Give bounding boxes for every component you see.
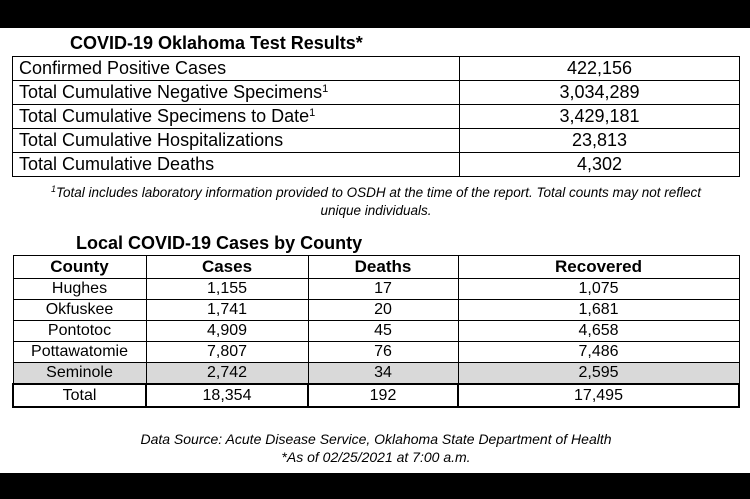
- cases-cell: 1,155: [146, 279, 308, 300]
- test-results-table: [12, 56, 740, 177]
- table-row: [13, 279, 739, 300]
- row-label: Total Cumulative Deaths: [13, 153, 460, 177]
- county-cell: Pottawatomie: [13, 342, 146, 363]
- row-value: 3,429,181: [460, 105, 740, 129]
- total-row: [13, 384, 739, 407]
- footnote: $^1$Total includes laboratory information provided to OSDH at the time of the report. Total counts may not reflect unique individuals.: [50, 184, 702, 218]
- as-of-line: *As of 02/25/2021 at 7:00 a.m.: [281, 449, 471, 465]
- county-cell: Pontotoc: [13, 321, 146, 342]
- table-row: [13, 81, 740, 105]
- row-value: 3,034,289: [460, 81, 740, 105]
- county-cell: Okfuskee: [13, 300, 146, 321]
- deaths-cell: 76: [308, 342, 458, 363]
- header-recovered: Recovered: [458, 256, 739, 279]
- row-label: Confirmed Positive Cases: [13, 57, 460, 81]
- row-label: Total Cumulative Specimens to Date$^1$: [13, 105, 460, 129]
- deaths-cell: 20: [308, 300, 458, 321]
- table-row: [13, 342, 739, 363]
- row-label: Total Cumulative Hospitalizations: [13, 129, 460, 153]
- row-label: Total Cumulative Negative Specimens$^1$: [13, 81, 460, 105]
- county-cell: Hughes: [13, 279, 146, 300]
- table-row: [13, 300, 739, 321]
- test-results-title: COVID-19 Oklahoma Test Results*: [70, 33, 363, 53]
- row-value: 4,302: [460, 153, 740, 177]
- top-black-bar: [0, 0, 750, 28]
- bottom-black-bar: [0, 473, 750, 499]
- deaths-cell: 17: [308, 279, 458, 300]
- total-label: Total: [13, 384, 146, 407]
- total-deaths: 192: [308, 384, 458, 407]
- table-row: [13, 321, 739, 342]
- county-table-title: Local COVID-19 Cases by County: [76, 233, 363, 253]
- cases-cell: 7,807: [146, 342, 308, 363]
- header-row: [13, 256, 739, 279]
- header-county: County: [13, 256, 146, 279]
- recovered-cell: 1,681: [458, 300, 739, 321]
- total-cases: 18,354: [146, 384, 308, 407]
- county-cell: Seminole: [13, 363, 146, 385]
- source-line: Data Source: Acute Disease Service, Oklahoma State Department of Health: [140, 431, 612, 447]
- table-row: [13, 57, 740, 81]
- recovered-cell: 2,595: [458, 363, 739, 385]
- table-row: [13, 129, 740, 153]
- recovered-cell: 1,075: [458, 279, 739, 300]
- recovered-cell: 4,658: [458, 321, 739, 342]
- deaths-cell: 34: [308, 363, 458, 385]
- total-recovered: 17,495: [458, 384, 739, 407]
- table-row: [13, 105, 740, 129]
- row-value: 422,156: [460, 57, 740, 81]
- table-row: [13, 363, 739, 385]
- header-deaths: Deaths: [308, 256, 458, 279]
- table-row: [13, 153, 740, 177]
- county-table: [12, 255, 740, 408]
- header-cases: Cases: [146, 256, 308, 279]
- recovered-cell: 7,486: [458, 342, 739, 363]
- cases-cell: 1,741: [146, 300, 308, 321]
- data-source: [12, 430, 740, 466]
- cases-cell: 2,742: [146, 363, 308, 385]
- cases-cell: 4,909: [146, 321, 308, 342]
- row-value: 23,813: [460, 129, 740, 153]
- deaths-cell: 45: [308, 321, 458, 342]
